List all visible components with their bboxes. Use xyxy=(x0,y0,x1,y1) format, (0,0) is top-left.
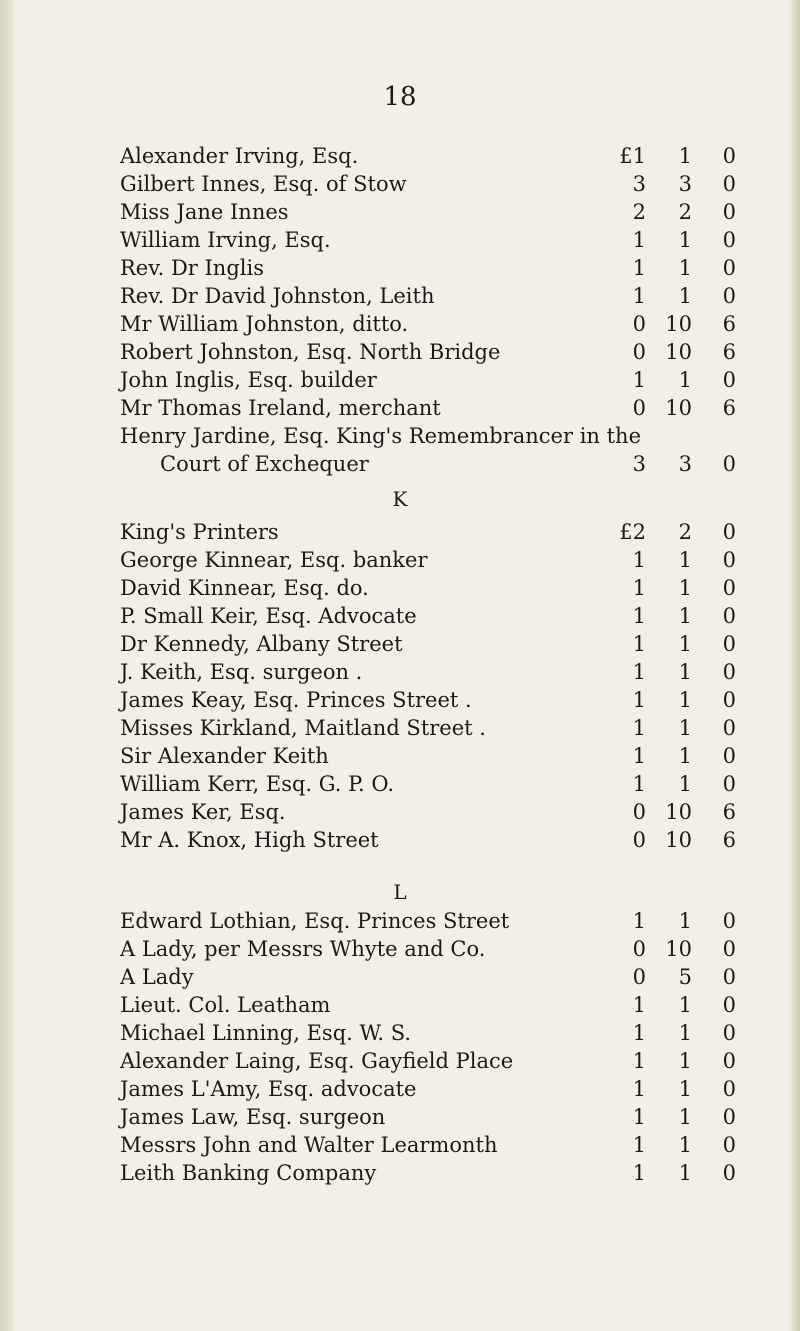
amount-pounds: £2 xyxy=(619,520,646,544)
subscriber-name: Rev. Dr David Johnston, Leith xyxy=(120,284,435,308)
amount-shillings: 1 xyxy=(678,909,692,933)
subscriber-name: William Kerr, Esq. G. P. O. xyxy=(120,772,395,796)
amount-shillings: 1 xyxy=(678,548,692,572)
subscription-amount xyxy=(572,142,740,170)
amount-shillings: 10 xyxy=(665,340,692,364)
subscriber-entry xyxy=(120,574,740,602)
amount-pence: 0 xyxy=(722,1049,736,1073)
subscription-amount xyxy=(572,310,740,338)
subscriber-name: Henry Jardine, Esq. King's Remembrancer in the xyxy=(120,424,642,448)
subscriber-name: Leith Banking Company xyxy=(120,1161,377,1185)
subscriber-entry xyxy=(120,935,740,963)
subscription-amount xyxy=(572,226,740,254)
subscriber-name: King's Printers xyxy=(120,520,279,544)
amount-shillings: 1 xyxy=(678,1049,692,1073)
amount-pence: 6 xyxy=(722,800,736,824)
subscriber-entry xyxy=(120,630,740,658)
subscriber-name: Robert Johnston, Esq. North Bridge xyxy=(120,340,501,364)
amount-pounds: 0 xyxy=(632,340,646,364)
amount-shillings: 10 xyxy=(665,828,692,852)
subscription-amount xyxy=(572,1131,740,1159)
amount-shillings: 1 xyxy=(678,1133,692,1157)
subscriber-list-l xyxy=(120,907,740,1187)
subscriber-entry xyxy=(120,1047,740,1075)
amount-shillings: 10 xyxy=(665,312,692,336)
amount-pounds: 1 xyxy=(632,993,646,1017)
subscriber-name: James Keay, Esq. Princes Street . xyxy=(120,688,472,712)
subscriber-name: Miss Jane Innes xyxy=(120,200,289,224)
subscriber-name: J. Keith, Esq. surgeon . xyxy=(120,660,363,684)
amount-pounds: 3 xyxy=(632,172,646,196)
subscription-amount xyxy=(572,602,740,630)
subscriber-name: Court of Exchequer xyxy=(160,452,369,476)
amount-pounds: 1 xyxy=(632,716,646,740)
amount-shillings: 1 xyxy=(678,632,692,656)
amount-shillings: 1 xyxy=(678,1077,692,1101)
subscriber-name: Edward Lothian, Esq. Princes Street xyxy=(120,909,510,933)
amount-shillings: 1 xyxy=(678,716,692,740)
subscriber-entry xyxy=(120,142,740,170)
amount-pence: 0 xyxy=(722,716,736,740)
amount-pence: 0 xyxy=(722,284,736,308)
subscriber-name: James Law, Esq. surgeon xyxy=(120,1105,386,1129)
subscriber-name: George Kinnear, Esq. banker xyxy=(120,548,428,572)
amount-shillings: 1 xyxy=(678,772,692,796)
amount-pence: 6 xyxy=(722,396,736,420)
amount-pence: 6 xyxy=(722,340,736,364)
amount-shillings: 1 xyxy=(678,1161,692,1185)
amount-shillings: 1 xyxy=(678,144,692,168)
subscriber-name: Mr A. Knox, High Street xyxy=(120,828,379,852)
subscriber-name: Sir Alexander Keith xyxy=(120,744,329,768)
subscription-amount xyxy=(572,254,740,282)
subscriber-entry xyxy=(120,198,740,226)
amount-pounds: 1 xyxy=(632,632,646,656)
amount-pence: 0 xyxy=(722,1105,736,1129)
subscriber-entry xyxy=(120,422,740,450)
subscriber-entry xyxy=(120,518,740,546)
amount-pounds: 1 xyxy=(632,1161,646,1185)
amount-pence: 0 xyxy=(722,228,736,252)
amount-shillings: 2 xyxy=(678,520,692,544)
section-letter-l: L xyxy=(393,880,407,904)
subscription-amount xyxy=(572,714,740,742)
subscriber-entry xyxy=(120,770,740,798)
subscriber-name: Lieut. Col. Leatham xyxy=(120,993,331,1017)
amount-pounds: 0 xyxy=(632,312,646,336)
amount-pounds: 1 xyxy=(632,228,646,252)
amount-shillings: 1 xyxy=(678,576,692,600)
subscriber-entry xyxy=(120,310,740,338)
subscription-amount xyxy=(572,1019,740,1047)
subscriber-entry xyxy=(120,826,740,854)
amount-shillings: 10 xyxy=(665,937,692,961)
subscriber-entry xyxy=(120,602,740,630)
subscriber-entry xyxy=(120,1075,740,1103)
amount-pence: 0 xyxy=(722,660,736,684)
amount-pounds: 1 xyxy=(632,744,646,768)
amount-pence: 0 xyxy=(722,172,736,196)
amount-pence: 0 xyxy=(722,965,736,989)
amount-shillings: 1 xyxy=(678,1021,692,1045)
amount-pence: 0 xyxy=(722,604,736,628)
amount-pence: 6 xyxy=(722,312,736,336)
amount-shillings: 5 xyxy=(678,965,692,989)
subscription-amount xyxy=(572,1103,740,1131)
subscriber-entry xyxy=(120,1019,740,1047)
section-letter-k: K xyxy=(392,487,408,511)
subscriber-name: A Lady xyxy=(120,965,194,989)
subscriber-entry xyxy=(120,254,740,282)
amount-pence: 0 xyxy=(722,256,736,280)
amount-shillings: 1 xyxy=(678,604,692,628)
subscription-amount xyxy=(572,198,740,226)
subscriber-entry xyxy=(120,714,740,742)
amount-shillings: 10 xyxy=(665,396,692,420)
amount-pounds: £1 xyxy=(619,144,646,168)
subscriber-name: Rev. Dr Inglis xyxy=(120,256,264,280)
amount-pence: 0 xyxy=(722,937,736,961)
subscriber-name: Messrs John and Walter Learmonth xyxy=(120,1133,498,1157)
amount-pounds: 1 xyxy=(632,1049,646,1073)
amount-pounds: 0 xyxy=(632,800,646,824)
amount-pounds: 0 xyxy=(632,396,646,420)
amount-pounds: 1 xyxy=(632,1133,646,1157)
amount-shillings: 1 xyxy=(678,688,692,712)
subscription-amount xyxy=(572,574,740,602)
amount-pence: 0 xyxy=(722,632,736,656)
amount-pounds: 0 xyxy=(632,965,646,989)
amount-pence: 0 xyxy=(722,576,736,600)
subscription-amount xyxy=(572,1047,740,1075)
subscriber-name: John Inglis, Esq. builder xyxy=(120,368,377,392)
amount-pence: 0 xyxy=(722,993,736,1017)
subscription-amount xyxy=(572,546,740,574)
subscriber-entry xyxy=(120,1103,740,1131)
amount-pence: 0 xyxy=(722,1133,736,1157)
subscriber-name: Michael Linning, Esq. W. S. xyxy=(120,1021,412,1045)
subscriber-entry xyxy=(120,1131,740,1159)
amount-shillings: 3 xyxy=(678,452,692,476)
subscriber-entry xyxy=(120,798,740,826)
amount-shillings: 1 xyxy=(678,744,692,768)
subscriber-entry xyxy=(120,658,740,686)
subscription-amount xyxy=(572,935,740,963)
subscriber-name: Gilbert Innes, Esq. of Stow xyxy=(120,172,407,196)
amount-pence: 0 xyxy=(722,368,736,392)
subscriber-name: Mr William Johnston, ditto. xyxy=(120,312,409,336)
amount-shillings: 3 xyxy=(678,172,692,196)
amount-pounds: 1 xyxy=(632,1077,646,1101)
subscriber-entry xyxy=(120,366,740,394)
subscription-amount xyxy=(572,742,740,770)
subscriber-name: Dr Kennedy, Albany Street xyxy=(120,632,403,656)
amount-pence: 0 xyxy=(722,1077,736,1101)
amount-pounds: 1 xyxy=(632,284,646,308)
amount-pence: 0 xyxy=(722,772,736,796)
amount-pounds: 3 xyxy=(632,452,646,476)
amount-shillings: 1 xyxy=(678,256,692,280)
amount-pounds: 2 xyxy=(632,200,646,224)
amount-pence: 0 xyxy=(722,909,736,933)
amount-pence: 0 xyxy=(722,520,736,544)
amount-pounds: 1 xyxy=(632,909,646,933)
amount-pence: 0 xyxy=(722,144,736,168)
subscriber-entry xyxy=(120,963,740,991)
subscription-amount xyxy=(572,450,740,478)
subscriber-entry xyxy=(120,907,740,935)
amount-pounds: 1 xyxy=(632,368,646,392)
amount-shillings: 1 xyxy=(678,284,692,308)
amount-pence: 0 xyxy=(722,200,736,224)
subscriber-entry xyxy=(120,170,740,198)
amount-pounds: 1 xyxy=(632,576,646,600)
subscriber-name: Mr Thomas Ireland, merchant xyxy=(120,396,441,420)
subscription-amount xyxy=(572,658,740,686)
amount-shillings: 2 xyxy=(678,200,692,224)
subscription-amount xyxy=(572,991,740,1019)
amount-pounds: 1 xyxy=(632,604,646,628)
amount-shillings: 1 xyxy=(678,660,692,684)
amount-pounds: 1 xyxy=(632,688,646,712)
subscription-amount xyxy=(572,338,740,366)
subscription-amount xyxy=(572,826,740,854)
subscriber-name: Alexander Laing, Esq. Gayfield Place xyxy=(120,1049,514,1073)
subscriber-name: A Lady, per Messrs Whyte and Co. xyxy=(120,937,486,961)
amount-shillings: 1 xyxy=(678,993,692,1017)
subscription-amount xyxy=(572,394,740,422)
subscriber-entry xyxy=(120,991,740,1019)
subscriber-name: William Irving, Esq. xyxy=(120,228,331,252)
subscription-amount xyxy=(572,366,740,394)
amount-pounds: 1 xyxy=(632,1021,646,1045)
amount-pence: 0 xyxy=(722,452,736,476)
subscription-amount xyxy=(572,907,740,935)
amount-shillings: 1 xyxy=(678,1105,692,1129)
subscriber-name: James Ker, Esq. xyxy=(120,800,286,824)
amount-pounds: 0 xyxy=(632,937,646,961)
subscriber-name: Misses Kirkland, Maitland Street . xyxy=(120,716,486,740)
subscriber-list-i-j xyxy=(120,142,740,478)
page-number: 18 xyxy=(383,82,417,112)
subscriber-entry xyxy=(120,450,740,478)
subscription-amount xyxy=(572,798,740,826)
page-edge-right xyxy=(788,0,800,1331)
subscription-amount xyxy=(572,170,740,198)
amount-pence: 0 xyxy=(722,688,736,712)
amount-pounds: 1 xyxy=(632,772,646,796)
subscriber-entry xyxy=(120,1159,740,1187)
subscriber-entry xyxy=(120,282,740,310)
subscription-amount xyxy=(572,518,740,546)
amount-pounds: 1 xyxy=(632,1105,646,1129)
subscription-amount xyxy=(572,630,740,658)
subscriber-name: P. Small Keir, Esq. Advocate xyxy=(120,604,417,628)
subscriber-name: Alexander Irving, Esq. xyxy=(120,144,359,168)
amount-pence: 0 xyxy=(722,548,736,572)
subscription-amount xyxy=(572,1075,740,1103)
subscriber-entry xyxy=(120,338,740,366)
amount-shillings: 1 xyxy=(678,368,692,392)
subscriber-entry xyxy=(120,686,740,714)
subscriber-list-k xyxy=(120,518,740,854)
amount-pence: 6 xyxy=(722,828,736,852)
subscriber-name: David Kinnear, Esq. do. xyxy=(120,576,369,600)
amount-shillings: 1 xyxy=(678,228,692,252)
amount-pounds: 1 xyxy=(632,256,646,280)
subscription-amount xyxy=(572,770,740,798)
amount-shillings: 10 xyxy=(665,800,692,824)
subscriber-entry xyxy=(120,742,740,770)
amount-pounds: 1 xyxy=(632,660,646,684)
amount-pounds: 1 xyxy=(632,548,646,572)
subscriber-name: James L'Amy, Esq. advocate xyxy=(120,1077,417,1101)
subscriber-entry xyxy=(120,226,740,254)
page-edge-left xyxy=(0,0,14,1331)
subscription-amount xyxy=(572,963,740,991)
amount-pounds: 0 xyxy=(632,828,646,852)
subscription-amount xyxy=(572,1159,740,1187)
amount-pence: 0 xyxy=(722,1161,736,1185)
subscriber-entry xyxy=(120,394,740,422)
amount-pence: 0 xyxy=(722,1021,736,1045)
amount-pence: 0 xyxy=(722,744,736,768)
subscriber-entry xyxy=(120,546,740,574)
subscription-amount xyxy=(572,282,740,310)
subscription-amount xyxy=(572,686,740,714)
